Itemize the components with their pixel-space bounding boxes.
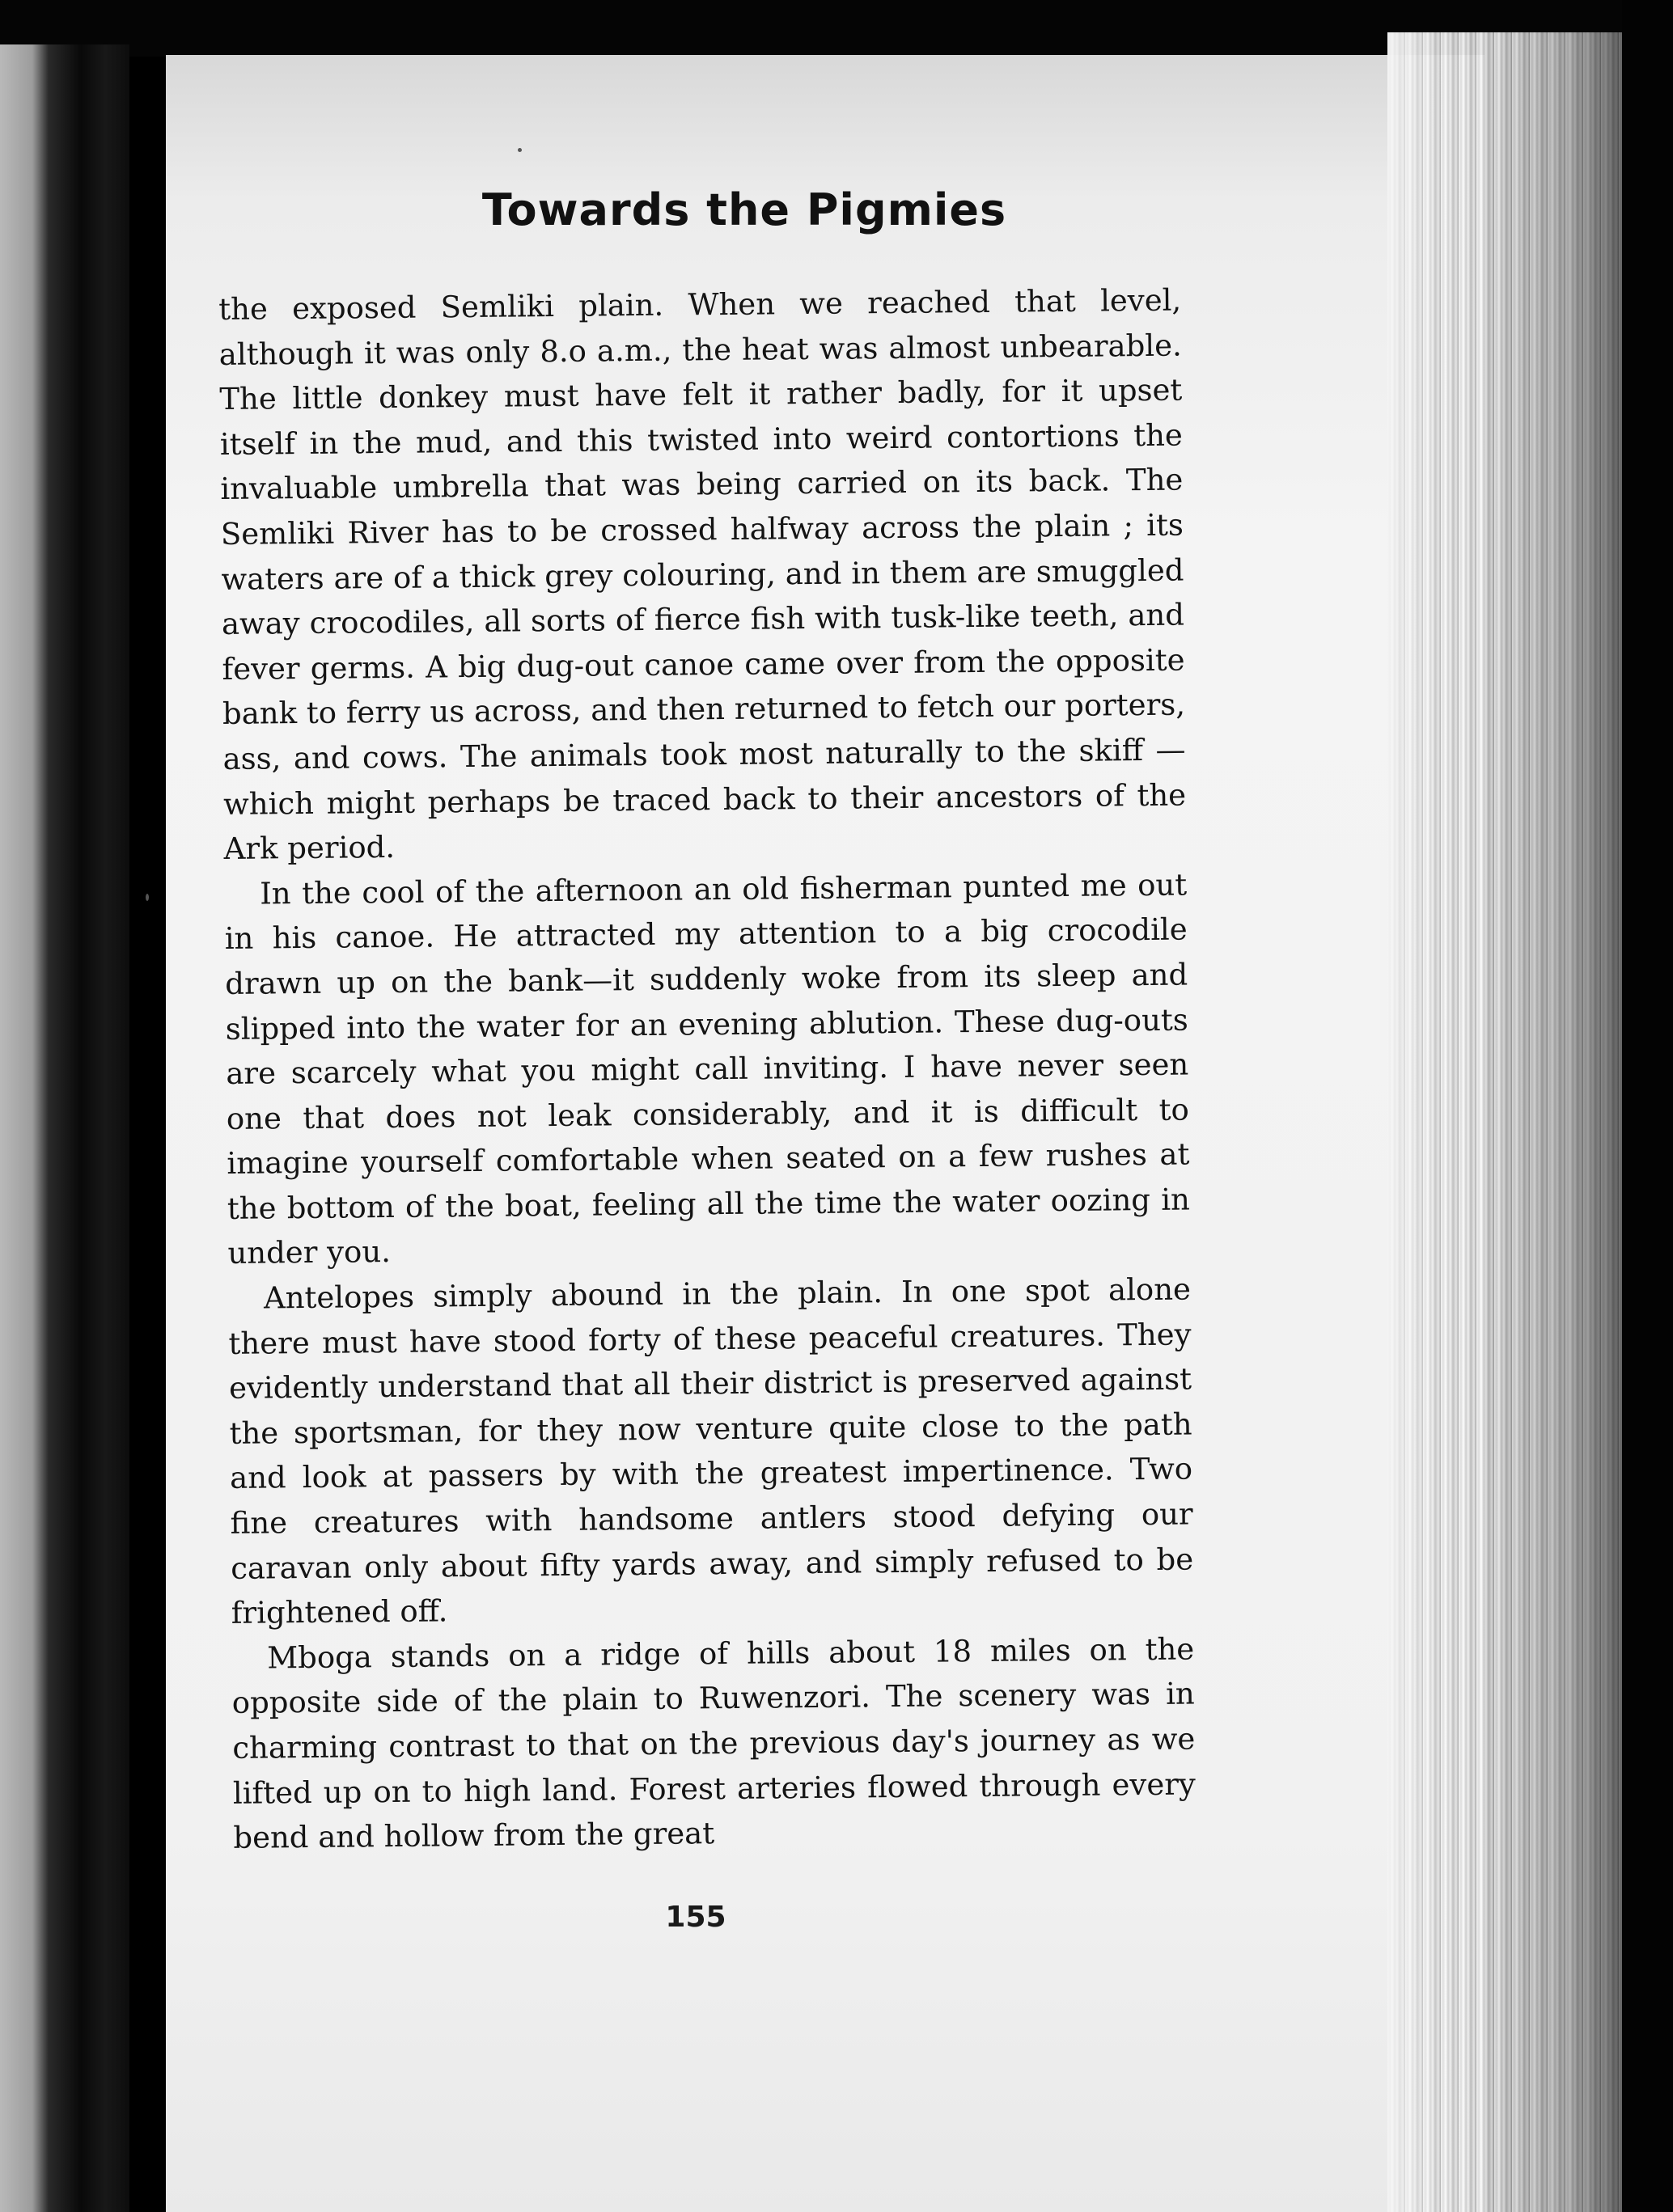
page-number: 155 <box>665 1901 726 1934</box>
scan-speck <box>518 148 522 152</box>
scan-border-right <box>1622 0 1673 2212</box>
paragraph-4: Mboga stands on a ridge of hills about 18 miles on the opposite side of the plain to Ruwenzori. The scenery was in charming contrast to that on the previous day's journey as we lifted up on to high land. Forest arteries flowed through every bend and hollow from the great <box>231 1631 1197 1856</box>
binding-shadow <box>0 44 129 2212</box>
body-text <box>218 278 1197 1861</box>
running-head-text: Towards the Pigmies <box>481 184 1007 235</box>
paragraph-1: the exposed Semliki plain. When we reached that level, although it was only 8.o a.m., the heat was almost unbearable. The little donkey must have felt it rather badly, for it upset itself in the mud, and this twisted into weird contortions the invaluable umbrella that was being carried on its back. The Semliki River has to be crossed halfway across the plain ; its waters are of a thick grey colouring, and in them are smuggled away crocodiles, all sorts of fierce fish with tusk-like teeth, and fever germs. A big dug-out canoe came over from the opposite bank to ferry us across, and then returned to fetch our porters, ass, and cows. The animals took most naturally to the skiff — which might perhaps be traced back to their ancestors of the Ark period. <box>218 282 1187 867</box>
scan-speck <box>146 894 149 901</box>
running-head <box>0 184 1359 235</box>
page-stack-shading <box>1387 32 1622 2212</box>
paragraph-3: Antelopes simply abound in the plain. In one spot alone there must have stood forty of these peaceful creatures. They evidently understand that all their district is preserved against the sportsman, for they now venture quite close to the path and look at passers by with the greatest impertinence. Two fine creatures with handsome antlers stood defying our caravan only about fifty yards away, and simply refused to be frightened off. <box>228 1271 1194 1631</box>
paragraph-2: In the cool of the afternoon an old fisherman punted me out in his canoe. He attracted my attention to a big crocodile drawn up on the bank—it suddenly woke from its sleep and slipped into the water for an evening ablution. These dug-outs are scarcely what you might call inviting. I have never seen one that does not leak considerably, and it is difficult to imagine yourself comfortable when seated on a few rushes at the bottom of the boat, feeling all the time the water oozing in under you. <box>224 867 1191 1271</box>
